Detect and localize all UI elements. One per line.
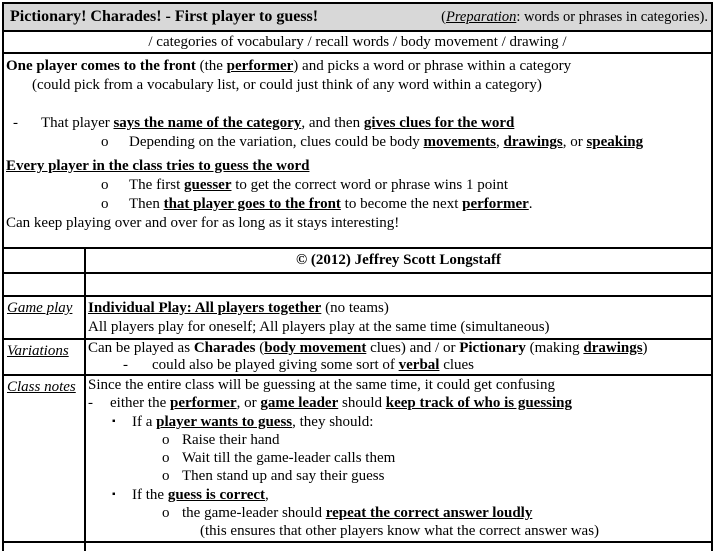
text-run: Pictionary bbox=[459, 340, 526, 356]
text-run: Since the entire class will be guessing at the same time, it could get confusing bbox=[88, 377, 555, 393]
variations-content bbox=[86, 340, 711, 374]
game-play-label-cell bbox=[4, 297, 86, 338]
text-run: (no teams) bbox=[321, 300, 389, 316]
list-marker: o bbox=[162, 505, 170, 522]
text-run: . bbox=[528, 196, 533, 212]
text-run: Depending on the variation, clues could be body bbox=[129, 134, 424, 150]
empty-row bbox=[4, 274, 711, 297]
text-line bbox=[6, 176, 711, 195]
text-line bbox=[6, 57, 711, 76]
text-line bbox=[88, 449, 711, 467]
empty-row-right-cell bbox=[86, 274, 711, 295]
text-line bbox=[6, 114, 711, 133]
text-run: performer bbox=[169, 395, 237, 412]
text-run: Raise their hand bbox=[182, 431, 280, 448]
text-run: clues) and / or bbox=[366, 340, 460, 356]
text-line bbox=[88, 467, 711, 485]
list-marker: - bbox=[88, 395, 93, 412]
list-marker: - bbox=[13, 115, 18, 131]
text-run: (this ensures that other players know what the correct answer was) bbox=[200, 523, 600, 540]
copyright-text: © (2012) Jeffrey Scott Longstaff bbox=[295, 252, 502, 268]
game-instructions-table bbox=[2, 2, 713, 551]
next-row-right-cell bbox=[86, 543, 711, 551]
text-run: gives clues for the word bbox=[363, 115, 515, 131]
spacer bbox=[6, 95, 711, 114]
list-marker: - bbox=[123, 357, 128, 373]
categories-row bbox=[4, 32, 711, 54]
text-run: game leader bbox=[260, 395, 339, 412]
text-run: : words or phrases in categories). bbox=[516, 9, 708, 25]
empty-row-left-cell bbox=[4, 274, 86, 295]
text-line bbox=[88, 394, 711, 412]
text-run: verbal bbox=[398, 357, 440, 373]
text-run: , they should: bbox=[292, 413, 374, 430]
text-run: Charades bbox=[193, 340, 256, 356]
text-run: (making bbox=[525, 340, 584, 356]
text-run: , or bbox=[236, 395, 261, 412]
text-run: drawings bbox=[503, 134, 563, 150]
title-row bbox=[4, 4, 711, 32]
text-run: speaking bbox=[586, 134, 644, 150]
list-marker: o bbox=[162, 450, 170, 467]
text-run: guesser bbox=[183, 177, 232, 193]
text-line bbox=[6, 195, 711, 214]
text-run: Preparation bbox=[445, 9, 517, 25]
list-marker: o bbox=[101, 177, 109, 193]
text-run: All players play for oneself; All players play at the same time (simultaneous) bbox=[88, 319, 550, 335]
text-line bbox=[88, 357, 711, 374]
variations-label-cell bbox=[4, 340, 86, 374]
text-run: (the bbox=[195, 58, 227, 74]
text-run: The first bbox=[129, 177, 184, 193]
main-instructions-cell bbox=[4, 54, 711, 249]
text-line bbox=[88, 299, 711, 318]
text-run: Then stand up and say their guess bbox=[182, 468, 385, 485]
text-run: ) bbox=[642, 340, 648, 356]
list-marker: ▪ bbox=[112, 415, 116, 427]
text-run: That player bbox=[41, 115, 114, 131]
text-line bbox=[88, 486, 711, 504]
text-line bbox=[88, 318, 711, 337]
variations-row bbox=[4, 340, 711, 376]
text-run: Then bbox=[129, 196, 164, 212]
text-line bbox=[6, 157, 711, 176]
game-play-row bbox=[4, 297, 711, 340]
text-line bbox=[88, 376, 711, 394]
variations-label: Variations bbox=[7, 343, 69, 359]
text-run: performer bbox=[226, 58, 294, 74]
text-run: One player comes to the front bbox=[6, 58, 196, 74]
text-run: to get the correct word or phrase wins 1 point bbox=[231, 177, 509, 193]
text-run: If a bbox=[132, 413, 157, 430]
text-run: ( bbox=[441, 9, 446, 25]
text-run: , bbox=[265, 486, 269, 503]
text-run: should bbox=[338, 395, 386, 412]
text-line bbox=[6, 76, 711, 95]
next-row-partial bbox=[4, 543, 711, 551]
list-marker: o bbox=[101, 196, 109, 212]
text-line bbox=[88, 340, 711, 357]
text-run: (could pick from a vocabulary list, or could just think of any word within a category) bbox=[32, 77, 542, 93]
class-notes-content bbox=[86, 376, 711, 541]
text-line bbox=[88, 413, 711, 431]
text-run: Individual Play: All players together bbox=[88, 300, 322, 316]
page-title: Pictionary! Charades! - First player to guess! bbox=[10, 8, 319, 25]
next-row-left-cell bbox=[4, 543, 86, 551]
text-run: Can be played as bbox=[88, 340, 194, 356]
copyright-row bbox=[4, 249, 711, 274]
text-run: performer bbox=[462, 196, 529, 212]
text-run: movements bbox=[423, 134, 496, 150]
text-run: , and then bbox=[301, 115, 364, 131]
text-run: ( bbox=[255, 340, 265, 356]
copyright-left-cell bbox=[4, 249, 86, 272]
text-run: , bbox=[496, 134, 504, 150]
text-run: either the bbox=[110, 395, 170, 412]
text-run: repeat the correct answer loudly bbox=[325, 505, 533, 522]
class-notes-label-cell bbox=[4, 376, 86, 541]
text-run: Every player in the class tries to guess the word bbox=[6, 158, 310, 174]
list-marker: o bbox=[162, 431, 170, 448]
text-run: clues bbox=[439, 357, 475, 373]
text-run: body movement bbox=[264, 340, 367, 356]
text-line bbox=[88, 522, 711, 540]
game-play-content bbox=[86, 297, 711, 338]
class-notes-label: Class notes bbox=[7, 379, 76, 395]
class-notes-row bbox=[4, 376, 711, 543]
categories-line: / categories of vocabulary / recall words / body movement / drawing / bbox=[148, 34, 567, 50]
text-run: says the name of the category bbox=[113, 115, 302, 131]
text-run: drawings bbox=[583, 340, 643, 356]
text-run: keep track of who is guessing bbox=[385, 395, 573, 412]
text-run: , or bbox=[562, 134, 587, 150]
text-run: to become the next bbox=[340, 196, 463, 212]
text-run: could also be played giving some sort of bbox=[152, 357, 399, 373]
text-run: guess is correct bbox=[167, 486, 266, 503]
text-line bbox=[88, 431, 711, 449]
text-run: If the bbox=[132, 486, 168, 503]
text-run: Can keep playing over and over for as long as it stays interesting! bbox=[6, 215, 400, 231]
list-marker: o bbox=[101, 134, 109, 150]
game-play-label: Game play bbox=[7, 300, 73, 316]
text-run: player wants to guess bbox=[156, 413, 293, 430]
text-run: Wait till the game-leader calls them bbox=[182, 450, 396, 467]
text-run: ) and picks a word or phrase within a category bbox=[293, 58, 572, 74]
list-marker: ▪ bbox=[112, 488, 116, 500]
text-run: that player goes to the front bbox=[163, 196, 341, 212]
text-line bbox=[6, 214, 711, 233]
text-run: the game-leader should bbox=[182, 505, 326, 522]
list-marker: o bbox=[162, 468, 170, 485]
text-line bbox=[88, 504, 711, 522]
text-line bbox=[6, 133, 711, 152]
preparation-note bbox=[441, 7, 708, 27]
